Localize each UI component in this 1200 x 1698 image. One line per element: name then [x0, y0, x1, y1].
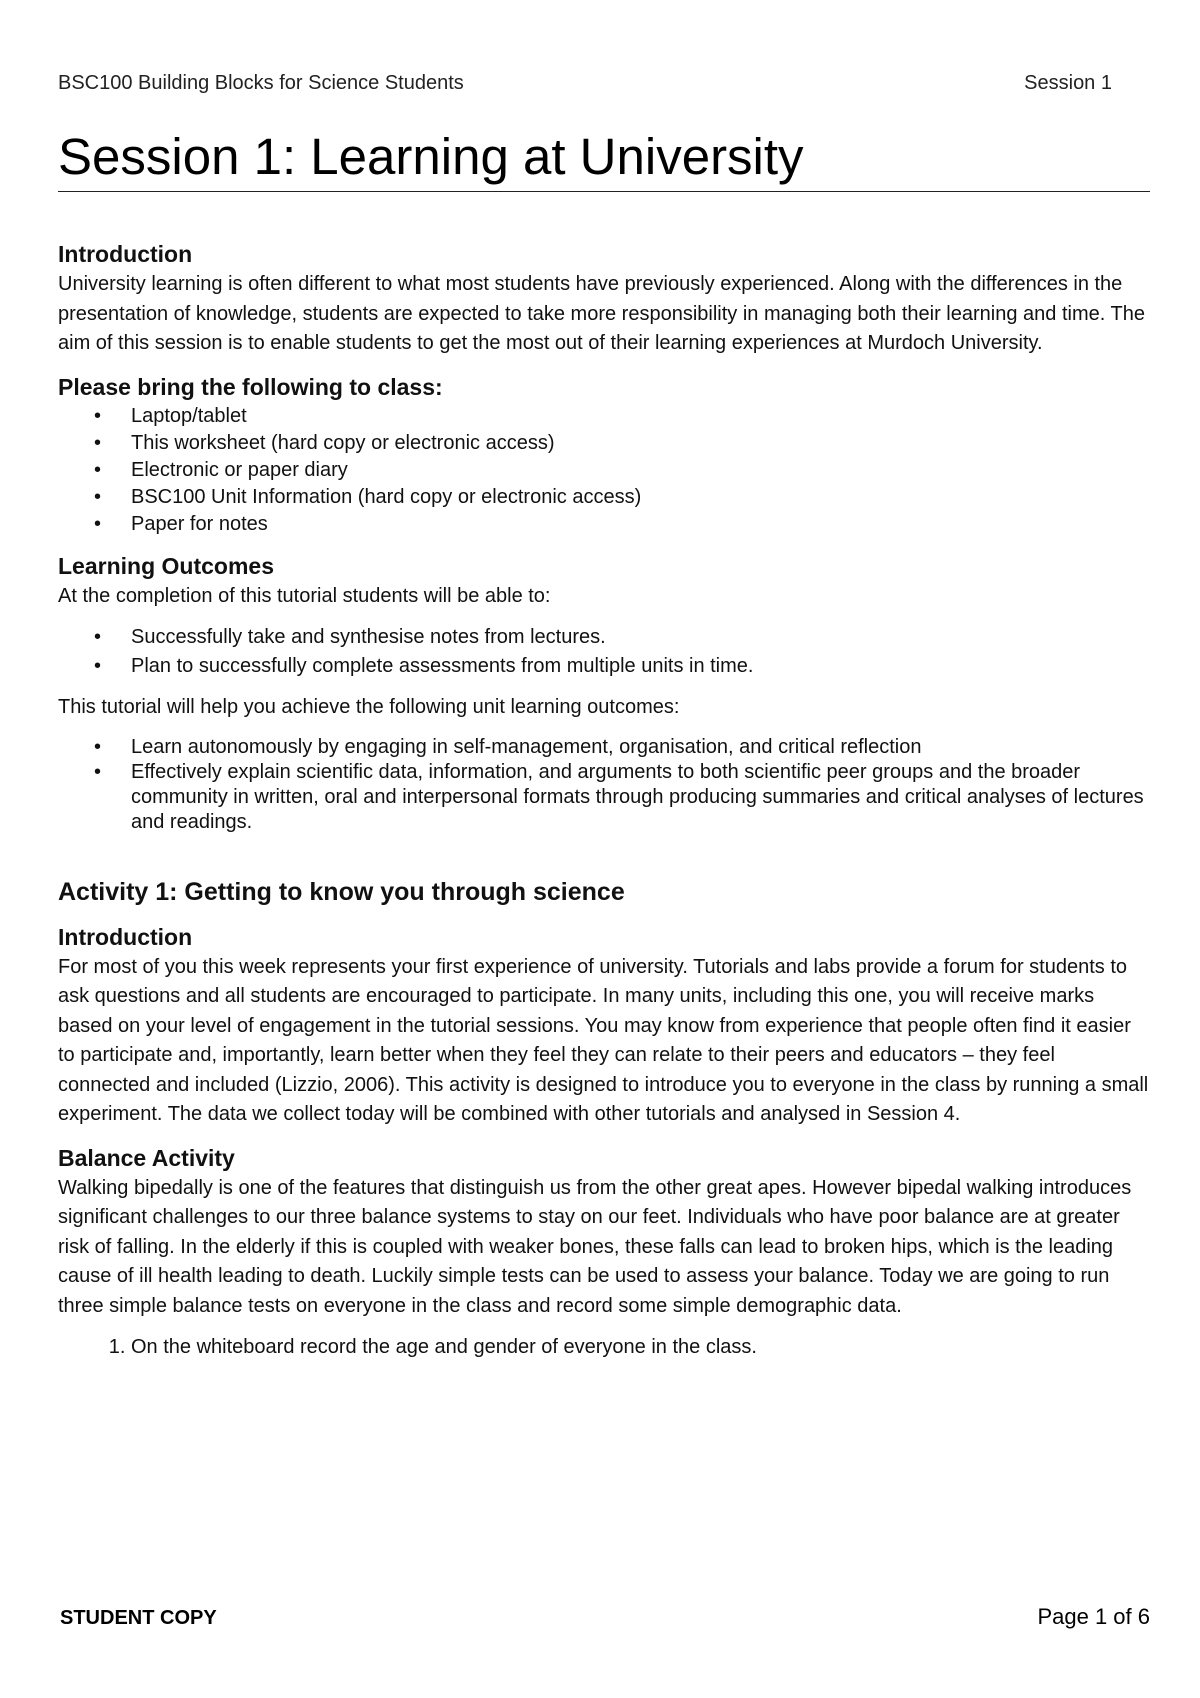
student-copy-label: STUDENT COPY [60, 1607, 217, 1629]
page-number: Page 1 of 6 [1037, 1604, 1150, 1629]
list-item: • Laptop/tablet [131, 403, 1152, 430]
session-label: Session 1 [1024, 72, 1112, 94]
list-item: • Paper for notes [131, 511, 1152, 538]
document-body [58, 238, 1152, 1363]
list-item: • Electronic or paper diary [131, 457, 1152, 484]
activity1-intro-paragraph: For most of you this week represents your first experience of university. Tutorials and labs provide a forum for students to ask questions and all students are encouraged to participate. In many units, including this one, you will receive marks based on your level of engagement in the tutorial sessions. You may know from experience that people often find it easier to participate and, importantly, learn better when they feel they can relate to their peers and educators – they feel connected and included (Lizzio, 2006). This activity is designed to introduce you to everyone in the class by running a small experiment. The data we collect today will be combined with other tutorials and analysed in Session 4. [58, 955, 1149, 1125]
page-footer [60, 1604, 1150, 1630]
intro-paragraph: University learning is often different to what most students have previously experienced. Along with the differences in the presentation of knowledge, students are expected to take more responsibility in managing both their learning and time. The aim of this session is to enable students to get the most out of their learning experiences at Murdoch University. [58, 273, 1145, 354]
list-item: 1. On the whiteboard record the age and gender of everyone in the class. [131, 1333, 1152, 1363]
list-item: • Learn autonomously by engaging in self-management, organisation, and critical reflection [131, 735, 1152, 760]
outcomes-list [58, 623, 1152, 681]
balance-paragraph: Walking bipedally is one of the features that distinguish us from the other great apes. However bipedal walking introduces significant challenges to our three balance systems to stay on our feet. Individuals who have poor balance are at greater risk of falling. In the elderly if this is coupled with weaker bones, these falls can lead to broken hips, which is the leading cause of ill health leading to death. Luckily simple tests can be used to assess your balance. Today we are going to run three simple balance tests on everyone in the class and record some simple demographic data. [58, 1176, 1132, 1317]
list-item: • Effectively explain scientific data, information, and arguments to both scientific peer groups and the broader community in written, oral and interpersonal formats through producing summaries and critical analyses of lectures and readings. [131, 760, 1152, 835]
balance-steps-list [58, 1333, 1152, 1363]
list-item: • This worksheet (hard copy or electronic access) [131, 430, 1152, 457]
running-header [58, 72, 1112, 95]
list-item: • Successfully take and synthesise notes from lectures. [131, 623, 1152, 652]
bring-list [58, 403, 1152, 538]
activity1-heading: Activity 1: Getting to know you through science [58, 877, 625, 906]
course-name: BSC100 Building Blocks for Science Students [58, 72, 464, 94]
balance-heading: Balance Activity [58, 1144, 235, 1171]
list-item: • Plan to successfully complete assessments from multiple units in time. [131, 652, 1152, 681]
outcomes-heading: Learning Outcomes [58, 552, 274, 579]
unit-outcomes-list [58, 735, 1152, 835]
activity1-intro-heading: Introduction [58, 923, 193, 950]
bring-heading: Please bring the following to class: [58, 373, 443, 400]
intro-heading: Introduction [58, 241, 193, 267]
list-item: • BSC100 Unit Information (hard copy or electronic access) [131, 484, 1152, 511]
outcomes-lead: At the completion of this tutorial students will be able to: [58, 584, 551, 607]
page-title: Session 1: Learning at University [58, 126, 1150, 192]
unit-outcomes-lead: This tutorial will help you achieve the following unit learning outcomes: [58, 696, 680, 718]
